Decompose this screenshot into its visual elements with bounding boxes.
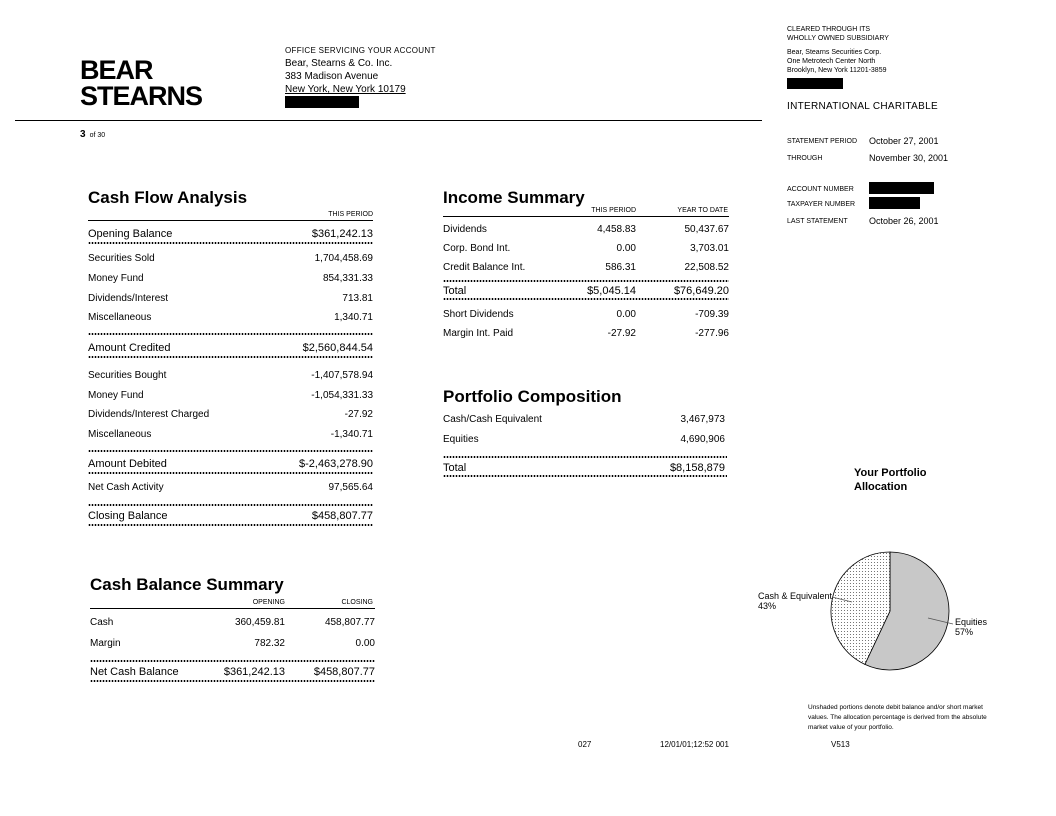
dotted-rule: [90, 680, 375, 682]
table-row: [88, 253, 373, 264]
allocation-title-line-1: Your Portfolio: [854, 467, 927, 479]
row-value: -27.92: [344, 409, 373, 420]
footer-code: 027: [578, 740, 592, 749]
row-label: Credit Balance Int.: [443, 262, 526, 273]
row-value: $-2,463,278.90: [298, 458, 373, 470]
row-label: Amount Debited: [88, 458, 167, 470]
redaction-box: [869, 182, 934, 194]
cash-flow-section: [88, 188, 373, 533]
column-header: THIS PERIOD: [591, 207, 636, 214]
rule: [443, 216, 729, 217]
row-label: Money Fund: [88, 273, 144, 284]
row-value: -1,340.71: [330, 429, 373, 440]
dotted-rule: [443, 475, 727, 477]
office-heading: OFFICE SERVICING YOUR ACCOUNT: [285, 46, 436, 55]
through-value: November 30, 2001: [869, 153, 949, 163]
row-label: Net Cash Balance: [90, 666, 179, 678]
row-value: 0.00: [355, 638, 375, 649]
row-value: 97,565.64: [328, 482, 373, 493]
clearing-firm-city: Brooklyn, New York 11201-3859: [787, 67, 887, 74]
section-title: Cash Flow Analysis: [88, 188, 248, 207]
row-value: -27.92: [607, 328, 636, 339]
rule: [88, 220, 373, 221]
row-label: Securities Bought: [88, 370, 167, 381]
statement-period-label: STATEMENT PERIOD: [787, 138, 858, 145]
row-value: -277.96: [695, 328, 729, 339]
table-row: [88, 390, 373, 401]
row-value: $2,560,844.54: [302, 342, 373, 354]
portfolio-composition-section: [443, 387, 727, 482]
row-value: $8,158,879: [669, 462, 725, 474]
income-summary-section: [443, 188, 729, 348]
row-value: 3,703.01: [690, 243, 729, 254]
allocation-pie-chart: [756, 540, 996, 690]
row-value: 4,690,906: [680, 434, 725, 445]
table-row: [88, 273, 373, 284]
clearing-firm-street: One Metrotech Center North: [787, 58, 876, 65]
row-value: 713.81: [342, 293, 373, 304]
row-label: Dividends/Interest: [88, 293, 169, 304]
row-label: Cash/Cash Equivalent: [443, 414, 542, 425]
column-header: YEAR TO DATE: [677, 207, 728, 214]
cleared-line-1: CLEARED THROUGH ITS: [787, 26, 871, 33]
footer-timestamp: 12/01/01;12:52 001: [660, 740, 729, 749]
last-statement-label: LAST STATEMENT: [787, 218, 848, 225]
row-value: 458,807.77: [324, 617, 375, 628]
row-label: Cash: [90, 617, 114, 628]
row-value: 0.00: [616, 243, 636, 254]
amount-debited-row: [88, 458, 373, 470]
table-row: [443, 243, 729, 254]
dotted-rule: [88, 524, 373, 526]
row-value: -1,054,331.33: [311, 390, 373, 401]
row-label: Dividends/Interest Charged: [88, 409, 210, 420]
office-street: 383 Madison Avenue: [285, 71, 379, 82]
table-row: [88, 293, 373, 304]
table-row: [443, 224, 729, 235]
column-header: CLOSING: [341, 599, 373, 606]
row-value: 360,459.81: [234, 617, 285, 628]
allocation-title: [854, 466, 927, 494]
row-value: 22,508.52: [684, 262, 729, 273]
row-value: $458,807.77: [311, 510, 373, 522]
row-value: 1,704,458.69: [314, 253, 373, 264]
row-value: 782.32: [254, 638, 285, 649]
row-value: 50,437.67: [684, 224, 729, 235]
table-row: [90, 638, 375, 649]
pie-label-cash: Cash & Equivalent: [758, 591, 833, 601]
column-header: OPENING: [252, 599, 285, 606]
table-row: [90, 617, 375, 628]
pie-label-equities: Equities: [955, 617, 988, 627]
row-value: 854,331.33: [322, 273, 373, 284]
footer-version: V513: [831, 740, 850, 749]
table-row: [443, 414, 727, 425]
office-name: Bear, Stearns & Co. Inc.: [285, 58, 393, 69]
table-row: [88, 312, 373, 323]
dotted-rule: [443, 298, 729, 300]
row-value: 3,467,973: [680, 414, 725, 425]
row-label: Margin: [90, 638, 121, 649]
statement-period-value: October 27, 2001: [869, 136, 939, 146]
table-row: [88, 409, 373, 420]
office-address-block: [285, 44, 436, 112]
row-label: Money Fund: [88, 390, 144, 401]
table-row: [443, 262, 729, 273]
row-label: Equities: [443, 434, 479, 445]
row-value: -1,407,578.94: [311, 370, 373, 381]
page-indicator: [80, 129, 105, 140]
row-value: $76,649.20: [673, 285, 729, 297]
closing-balance-row: [88, 510, 373, 522]
dotted-rule: [88, 450, 373, 452]
redaction-box: [285, 96, 359, 108]
table-row: [443, 434, 727, 445]
pie-value-equities: 57%: [955, 627, 974, 637]
row-value: 1,340.71: [334, 312, 373, 323]
header-rule: [15, 120, 762, 121]
section-title: Portfolio Composition: [443, 387, 622, 406]
portfolio-total-row: [443, 462, 727, 474]
row-value: $5,045.14: [587, 285, 636, 297]
row-label: Miscellaneous: [88, 429, 152, 440]
dotted-rule: [90, 660, 375, 662]
row-label: Corp. Bond Int.: [443, 243, 511, 254]
row-value: $361,242.13: [223, 666, 285, 678]
pie-value-cash: 43%: [758, 601, 777, 611]
logo-line-1: BEAR: [80, 55, 153, 85]
page-of: of 30: [89, 132, 106, 139]
table-row: [443, 309, 729, 320]
row-label: Net Cash Activity: [88, 482, 164, 493]
dotted-rule: [443, 456, 727, 458]
taxpayer-number-label: TAXPAYER NUMBER: [787, 201, 856, 208]
dotted-rule: [88, 242, 373, 244]
amount-credited-row: [88, 342, 373, 354]
section-title: Cash Balance Summary: [90, 575, 284, 594]
page-current: 3: [80, 129, 86, 140]
redaction-box: [787, 78, 843, 89]
column-header: THIS PERIOD: [328, 211, 373, 218]
dotted-rule: [443, 280, 729, 282]
row-label: Miscellaneous: [88, 312, 152, 323]
last-statement-value: October 26, 2001: [869, 216, 939, 226]
dotted-rule: [88, 472, 373, 474]
clearing-firm-block: [787, 25, 987, 92]
opening-balance-row: [88, 228, 373, 240]
dotted-rule: [88, 333, 373, 335]
row-value: -709.39: [695, 309, 729, 320]
account-name: INTERNATIONAL CHARITABLE: [787, 101, 938, 112]
row-value: $361,242.13: [311, 228, 373, 240]
row-label: Total: [443, 462, 467, 474]
row-value: 0.00: [616, 309, 636, 320]
row-value: $458,807.77: [313, 666, 375, 678]
section-title: Income Summary: [443, 188, 585, 207]
bear-stearns-logo: [80, 57, 202, 109]
rule: [90, 608, 375, 609]
table-row: [443, 328, 729, 339]
clearing-firm-name: Bear, Stearns Securities Corp.: [787, 49, 882, 56]
net-cash-balance-row: [90, 666, 375, 678]
table-row: [88, 429, 373, 440]
row-label: Securities Sold: [88, 253, 155, 264]
table-row: [88, 370, 373, 381]
row-label: Opening Balance: [88, 228, 173, 240]
row-label: Margin Int. Paid: [443, 328, 514, 339]
cleared-line-2: WHOLLY OWNED SUBSIDIARY: [787, 35, 889, 42]
allocation-footnote: Unshaded portions denote debit balance and/or short market values. The allocation percentage is derived from the absolute market value of your portfolio.: [808, 704, 987, 731]
dotted-rule: [88, 356, 373, 358]
row-value: 586.31: [605, 262, 636, 273]
row-label: Amount Credited: [88, 342, 171, 354]
row-label: Closing Balance: [88, 510, 168, 522]
account-number-label: ACCOUNT NUMBER: [787, 186, 854, 193]
allocation-title-line-2: Allocation: [854, 481, 908, 493]
row-label: Short Dividends: [443, 309, 514, 320]
row-value: 4,458.83: [597, 224, 636, 235]
row-label: Dividends: [443, 224, 487, 235]
through-label: THROUGH: [787, 155, 823, 162]
cash-balance-section: [90, 575, 375, 705]
dotted-rule: [88, 504, 373, 506]
income-total-row: [443, 285, 729, 297]
logo-line-2: STEARNS: [80, 81, 203, 111]
net-cash-activity-row: [88, 482, 373, 493]
row-label: Total: [443, 285, 467, 297]
redaction-box: [869, 197, 920, 209]
office-city: New York, New York 10179: [285, 84, 406, 95]
